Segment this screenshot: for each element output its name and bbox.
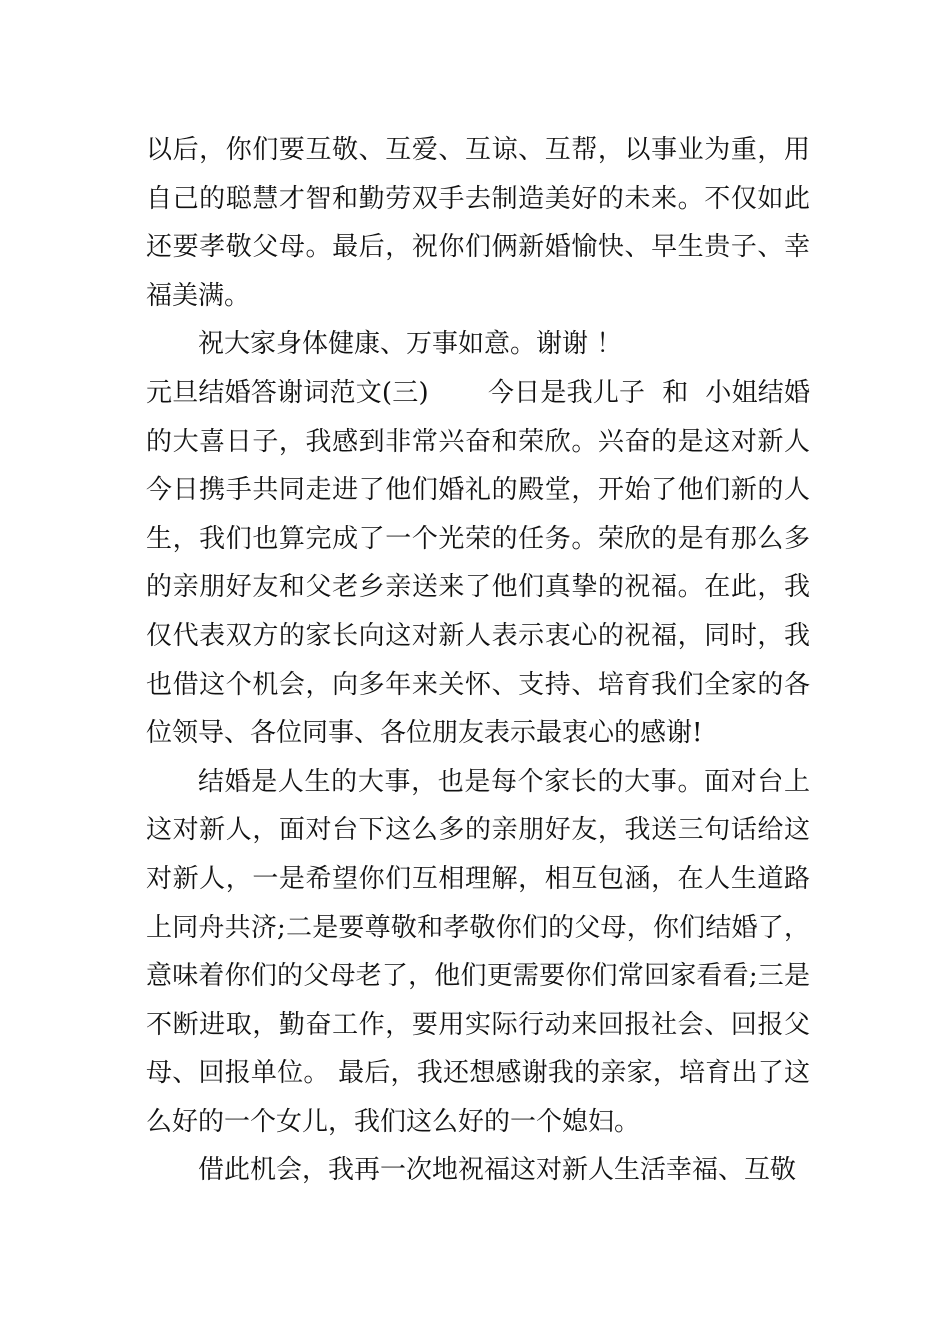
paragraph-closing-wishes: 以后，你们要互敬、互爱、互谅、互帮，以事业为重，用自己的聪慧才智和勤劳双手去制造美好的未来。不仅如此还要孝敬父母。最后，祝你们俩新婚愉快、早生贵子、幸福美满。 — [146, 135, 810, 311]
document-body — [146, 126, 810, 1195]
paragraph-marriage-advice: 结婚是人生的大事，也是每个家长的大事。面对台上这对新人，面对台下这么多的亲朋好友，我送三句话给这对新人，一是希望你们互相理解，相互包涵，在人生道路上同舟共济;二是要尊敬和孝敬你们的父母，你们结婚了，意味着你们的父母老了，他们更需要你们常回家看看;三是不断进取，勤奋工作，要用实际行动来回报社会、回报父母、回报单位。 最后，我还想感谢我的亲家，培育出了这么好的一个女儿，我们这么好的一个媳妇。 — [146, 766, 810, 1137]
paragraph-thanks: 祝大家身体健康、万事如意。谢谢 ！ — [198, 329, 623, 360]
paragraph-final-blessing: 借此机会，我再一次地祝福这对新人生活幸福、互敬 — [198, 1155, 797, 1186]
paragraph-speech-three-intro: 元旦结婚答谢词范文(三) 今日是我儿子 和 小姐结婚的大喜日子，我感到非常兴奋和荣欣。兴奋的是这对新人今日携手共同走进了他们婚礼的殿堂，开始了他们新的人生，我们也算完成了一个光荣的任务。荣欣的是有那么多的亲朋好友和父老乡亲送来了他们真挚的祝福。在此，我仅代表双方的家长向这对新人表示衷心的祝福，同时，我也借这个机会，向多年来关怀、支持、培育我们全家的各位领导、各位同事、各位朋友表示最衷心的感谢! — [146, 377, 810, 749]
